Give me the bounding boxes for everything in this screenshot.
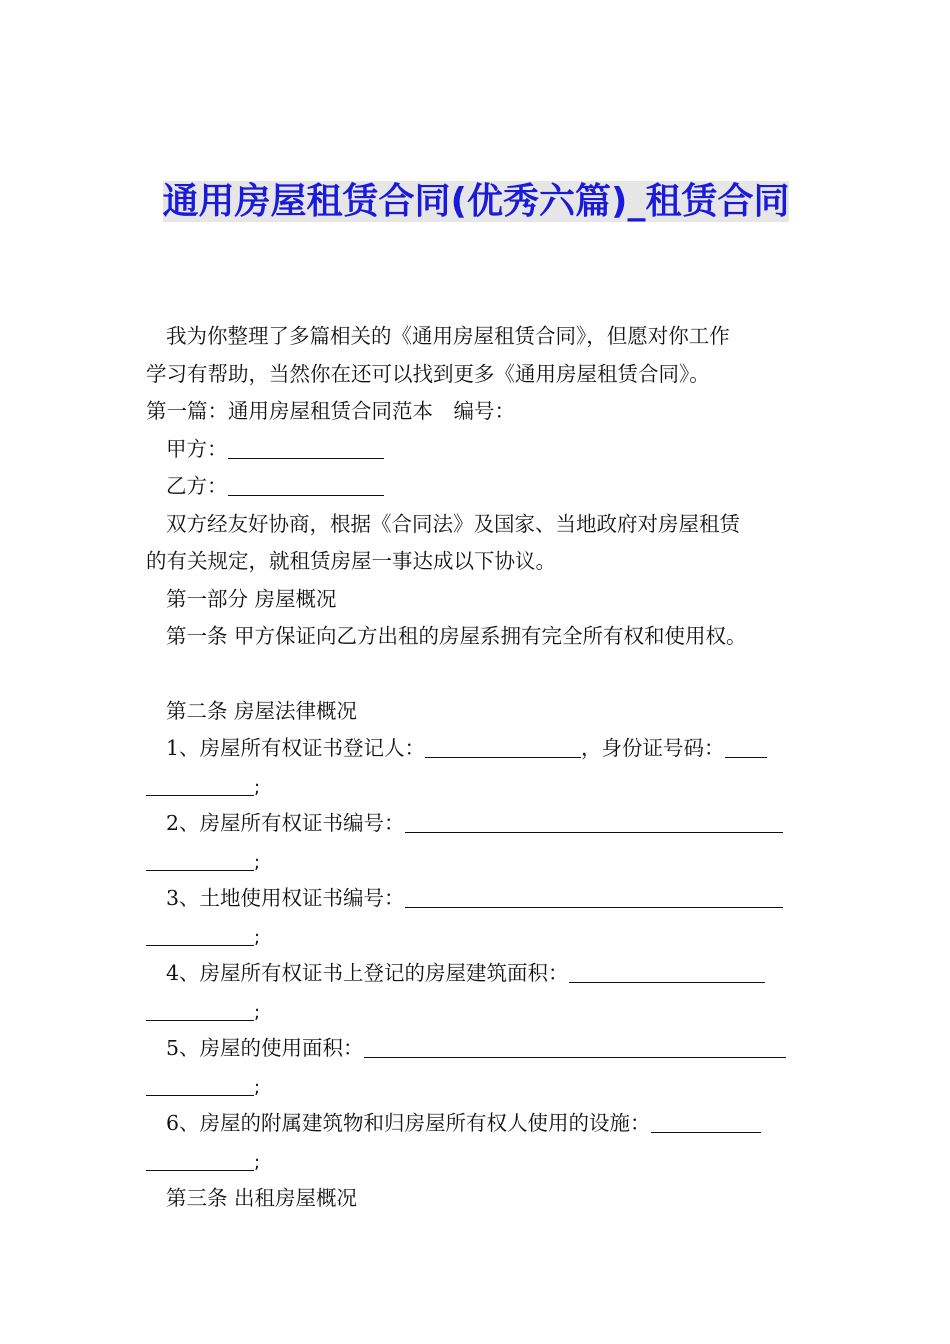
- item-6-label: 6、房屋的附属建筑物和归房屋所有权人使用的设施：: [166, 1111, 651, 1135]
- item-5-label: 5、房屋的使用面积：: [166, 1036, 364, 1060]
- item-3-end: ;: [254, 926, 261, 948]
- item-2-line: [146, 805, 806, 843]
- item-6-blank: [651, 1110, 761, 1133]
- chapter-heading: 第一篇：通用房屋租赁合同范本 编号：: [146, 399, 515, 423]
- party-b-line: [146, 468, 806, 506]
- part-one-heading: 第一部分 房屋概况: [166, 586, 337, 611]
- item-2-blank: [405, 810, 783, 833]
- document-title-text: 通用房屋租赁合同(优秀六篇)_租赁合同: [162, 181, 790, 222]
- item-5-continuation: [146, 1068, 806, 1106]
- intro-paragraph-line-2: 学习有帮助，当然你在还可以找到更多《通用房屋租赁合同》。: [146, 361, 710, 386]
- item-3-label: 3、土地使用权证书编号：: [166, 886, 405, 910]
- item-6-continuation-blank: [146, 1148, 254, 1171]
- item-1-owner-blank: [425, 735, 581, 758]
- item-3-blank: [405, 885, 783, 908]
- item-5-line: [146, 1030, 806, 1068]
- item-6-continuation: [146, 1143, 806, 1181]
- document-title: [148, 178, 804, 226]
- item-2-continuation-blank: [146, 848, 254, 871]
- agreement-paragraph-line-2: 的有关规定，就租赁房屋一事达成以下协议。: [146, 549, 556, 573]
- item-2-continuation: [146, 843, 806, 881]
- item-5-continuation-blank: [146, 1073, 254, 1096]
- party-a-line: [146, 431, 806, 469]
- item-3-line: [146, 880, 806, 918]
- document-body: [146, 318, 806, 1218]
- item-3-continuation: [146, 918, 806, 956]
- item-2-label: 2、房屋所有权证书编号：: [166, 811, 405, 835]
- item-1-continuation: [146, 768, 806, 806]
- item-2-end: ;: [254, 851, 261, 873]
- item-6-line: [146, 1105, 806, 1143]
- item-4-continuation: [146, 993, 806, 1031]
- party-b-blank: [228, 473, 384, 496]
- party-b-label: 乙方：: [166, 474, 228, 498]
- item-1-line: [146, 730, 806, 768]
- item-4-label: 4、房屋所有权证书上登记的房屋建筑面积：: [166, 961, 569, 985]
- item-5-blank: [364, 1035, 786, 1058]
- item-4-blank: [569, 960, 765, 983]
- paragraph-gap: [146, 656, 806, 693]
- item-1-label: 1、房屋所有权证书登记人：: [166, 736, 426, 760]
- item-1-end: ;: [254, 776, 261, 798]
- item-5-end: ;: [254, 1076, 261, 1098]
- intro-paragraph-line-1: 我为你整理了多篇相关的《通用房屋租赁合同》，但愿对你工作: [166, 324, 730, 348]
- item-6-end: ;: [254, 1151, 261, 1173]
- article-two-heading: 第二条 房屋法律概况: [166, 698, 358, 723]
- article-one: 第一条 甲方保证向乙方出租的房屋系拥有完全所有权和使用权。: [166, 624, 747, 648]
- party-a-blank: [228, 436, 384, 459]
- party-a-label: 甲方：: [166, 436, 228, 461]
- item-1-continuation-blank: [146, 773, 254, 796]
- article-three-heading: 第三条 出租房屋概况: [166, 1186, 358, 1210]
- item-4-line: [146, 955, 806, 993]
- item-4-end: ;: [254, 1001, 261, 1023]
- item-1-id-blank: [725, 735, 767, 758]
- item-1-id-label: ，身份证号码：: [581, 736, 725, 760]
- item-4-continuation-blank: [146, 998, 254, 1021]
- agreement-paragraph-line-1: 双方经友好协商，根据《合同法》及国家、当地政府对房屋租赁: [166, 511, 740, 536]
- item-3-continuation-blank: [146, 923, 254, 946]
